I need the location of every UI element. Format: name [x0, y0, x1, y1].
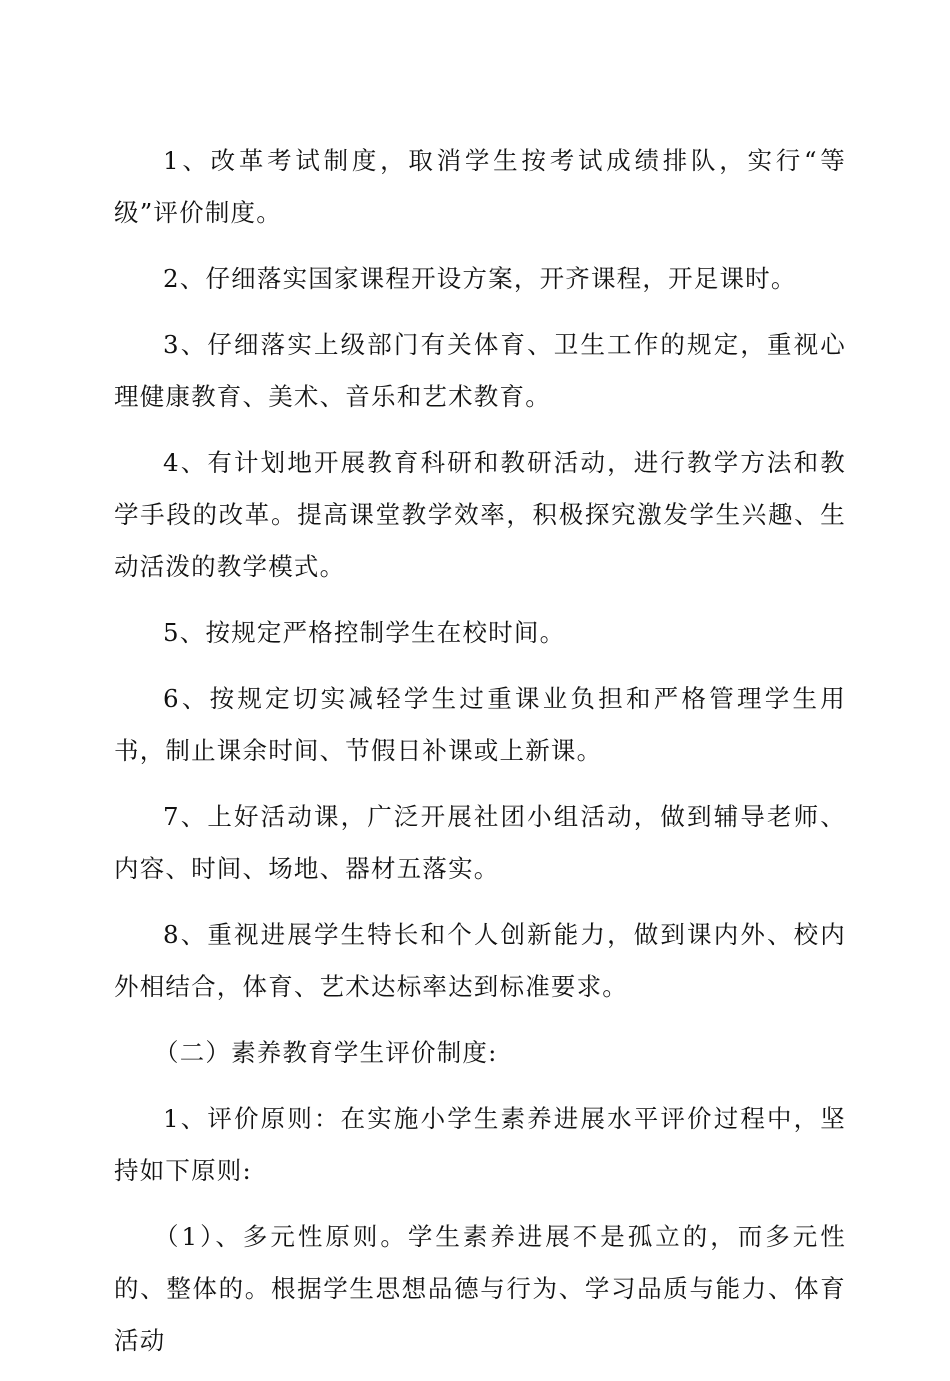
evaluation-principle-paragraph: 1、评价原则：在实施小学生素养进展水平评价过程中，坚持如下原则: — [114, 1104, 846, 1185]
paragraph-item-8: 8、重视进展学生特长和个人创新能力，做到课内外、校内外相结合，体育、艺术达标率达到标准要求。 — [114, 920, 846, 1001]
section-heading: （二）素养教育学生评价制度: — [154, 1038, 498, 1067]
paragraph-item-1: 1、改革考试制度，取消学生按考试成绩排队，实行“等级”评价制度。 — [114, 146, 846, 227]
paragraph-item-3: 3、仔细落实上级部门有关体育、卫生工作的规定，重视心理健康教育、美术、音乐和艺术教育。 — [114, 330, 846, 411]
document-body — [114, 135, 846, 1381]
paragraph-item-4: 4、有计划地开展教育科研和教研活动，进行教学方法和教学手段的改革。提高课堂教学效率，积极探究激发学生兴趣、生动活泼的教学模式。 — [114, 448, 846, 581]
paragraph-item-2: 2、仔细落实国家课程开设方案，开齐课程，开足课时。 — [163, 264, 797, 293]
paragraph-item-6: 6、按规定切实减轻学生过重课业负担和严格管理学生用书，制止课余时间、节假日补课或上新课。 — [114, 684, 846, 765]
diversity-principle-paragraph: （1）、多元性原则。学生素养进展不是孤立的，而多元性的、整体的。根据学生思想品德与行为、学习品质与能力、体育活动 — [114, 1222, 846, 1355]
paragraph-item-5: 5、按规定严格控制学生在校时间。 — [163, 618, 566, 647]
paragraph-item-7: 7、上好活动课，广泛开展社团小组活动，做到辅导老师、内容、时间、场地、器材五落实。 — [114, 802, 846, 883]
